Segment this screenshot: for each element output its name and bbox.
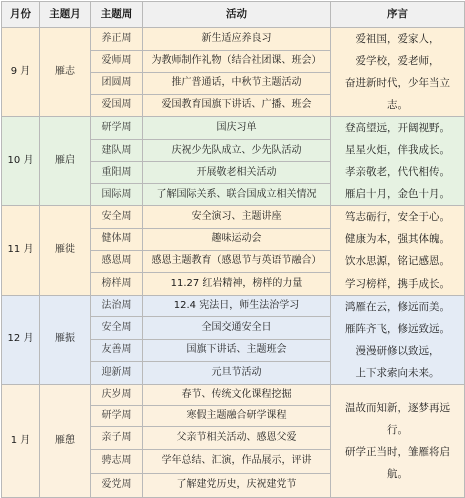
activity-cell: 推广普通话，中秋节主题活动 xyxy=(143,73,331,95)
header-theme-week: 主题周 xyxy=(91,2,143,28)
week-cell: 爱国周 xyxy=(91,95,143,117)
preface-line: 研学正当时，雏雁将启航。 xyxy=(345,445,450,480)
week-cell: 健体周 xyxy=(91,228,143,250)
theme-month-cell: 雁振 xyxy=(40,295,91,384)
activity-cell: 12.4 宪法日，师生法治学习 xyxy=(143,295,331,317)
activity-cell: 为教师制作礼物（结合社团课、班会） xyxy=(143,51,331,73)
week-cell: 国际周 xyxy=(91,184,143,206)
activity-cell: 趣味运动会 xyxy=(143,228,331,250)
preface-line: 孝亲敬老，代代相传。 xyxy=(345,166,450,179)
activity-cell: 学年总结、汇演，作品展示，评讲 xyxy=(143,450,331,473)
month-group-november xyxy=(2,206,465,295)
preface-line: 爱学校，爱老师， xyxy=(355,55,440,68)
preface-line: 雁阵齐飞，修远致远。 xyxy=(345,322,450,335)
week-cell: 骋志周 xyxy=(91,450,143,473)
activity-cell: 国庆习单 xyxy=(143,117,331,140)
activity-cell: 感恩主题教育（感恩节与英语节融合） xyxy=(143,250,331,272)
month-cell: 10 月 xyxy=(2,117,40,206)
week-cell: 养正周 xyxy=(91,28,143,51)
header-month: 月份 xyxy=(2,2,40,28)
preface-cell xyxy=(331,295,465,384)
week-cell: 庆岁周 xyxy=(91,384,143,405)
week-cell: 爱师周 xyxy=(91,51,143,73)
week-cell: 团圆周 xyxy=(91,73,143,95)
week-cell: 安全周 xyxy=(91,317,143,340)
activity-cell: 开展敬老相关活动 xyxy=(143,162,331,184)
month-group-january xyxy=(2,384,465,497)
week-cell: 建队周 xyxy=(91,140,143,162)
preface-line: 星星火炬，伴我成长。 xyxy=(345,144,450,157)
table-row xyxy=(2,28,465,51)
month-cell: 12 月 xyxy=(2,295,40,384)
activity-cell: 全国交通安全日 xyxy=(143,317,331,340)
preface-line: 鸿雁在云，修远而美。 xyxy=(345,300,450,313)
header-row xyxy=(2,2,465,28)
header-activity: 活动 xyxy=(143,2,331,28)
preface-line: 漫漫研修以致远， xyxy=(355,344,440,357)
week-cell: 榜样周 xyxy=(91,273,143,295)
month-cell: 9 月 xyxy=(2,28,40,117)
activity-cell: 11.27 红岩精神，榜样的力量 xyxy=(143,273,331,295)
preface-line: 笃志砺行，安全于心。 xyxy=(345,211,450,224)
month-group-september xyxy=(2,28,465,117)
preface-line: 登高望远，开阔视野。 xyxy=(345,122,450,135)
theme-month-cell: 雁志 xyxy=(40,28,91,117)
preface-line: 爱祖国，爱家人， xyxy=(355,33,440,45)
activity-cell: 寒假主题融合研学课程 xyxy=(143,405,331,426)
preface-line: 健康为本，强其体魄。 xyxy=(345,233,450,246)
activity-cell: 安全演习、主题讲座 xyxy=(143,206,331,228)
theme-month-cell: 雁徙 xyxy=(40,206,91,295)
activity-cell: 国旗下讲话、主题班会 xyxy=(143,339,331,362)
activity-cell: 了解国际关系、联合国成立相关情况 xyxy=(143,184,331,206)
week-cell: 迎新周 xyxy=(91,362,143,385)
preface-line: 饮水思源，铭记感恩。 xyxy=(345,255,450,268)
header-theme-month: 主题月 xyxy=(40,2,91,28)
activity-cell: 元旦节活动 xyxy=(143,362,331,385)
preface-line: 温故而知新，逐梦再远行。 xyxy=(345,401,450,436)
activity-cell: 爱国教育国旗下讲话、广播、班会 xyxy=(143,95,331,117)
week-cell: 友善周 xyxy=(91,339,143,362)
preface-line: 雁启十月，金色十月。 xyxy=(345,188,450,201)
theme-calendar-table xyxy=(1,1,465,498)
header-preface: 序言 xyxy=(331,2,465,28)
week-cell: 感恩周 xyxy=(91,250,143,272)
table-row xyxy=(2,384,465,405)
activity-cell: 庆祝少先队成立、少先队活动 xyxy=(143,140,331,162)
preface-cell xyxy=(331,384,465,497)
preface-line: 上下求索向未来。 xyxy=(355,366,440,379)
table-row xyxy=(2,117,465,140)
week-cell: 重阳周 xyxy=(91,162,143,184)
preface-cell xyxy=(331,28,465,117)
week-cell: 研学周 xyxy=(91,117,143,140)
activity-cell: 父亲节相关活动、感恩父爱 xyxy=(143,427,331,450)
month-cell: 1 月 xyxy=(2,384,40,497)
theme-month-cell: 雁启 xyxy=(40,117,91,206)
week-cell: 爱党周 xyxy=(91,473,143,497)
table-row xyxy=(2,295,465,317)
activity-cell: 春节、传统文化课程挖掘 xyxy=(143,384,331,405)
month-group-october xyxy=(2,117,465,206)
activity-cell: 新生适应养良习 xyxy=(143,28,331,51)
preface-cell xyxy=(331,206,465,295)
preface-cell xyxy=(331,117,465,206)
table-row xyxy=(2,206,465,228)
week-cell: 安全周 xyxy=(91,206,143,228)
week-cell: 研学周 xyxy=(91,405,143,426)
month-group-december xyxy=(2,295,465,384)
preface-line: 奋进新时代，少年当立志。 xyxy=(345,77,450,112)
activity-cell: 了解建党历史，庆祝建党节 xyxy=(143,473,331,497)
month-cell: 11 月 xyxy=(2,206,40,295)
theme-month-cell: 雁憩 xyxy=(40,384,91,497)
week-cell: 法治周 xyxy=(91,295,143,317)
preface-line: 学习榜样，携手成长。 xyxy=(345,277,450,290)
week-cell: 亲子周 xyxy=(91,427,143,450)
